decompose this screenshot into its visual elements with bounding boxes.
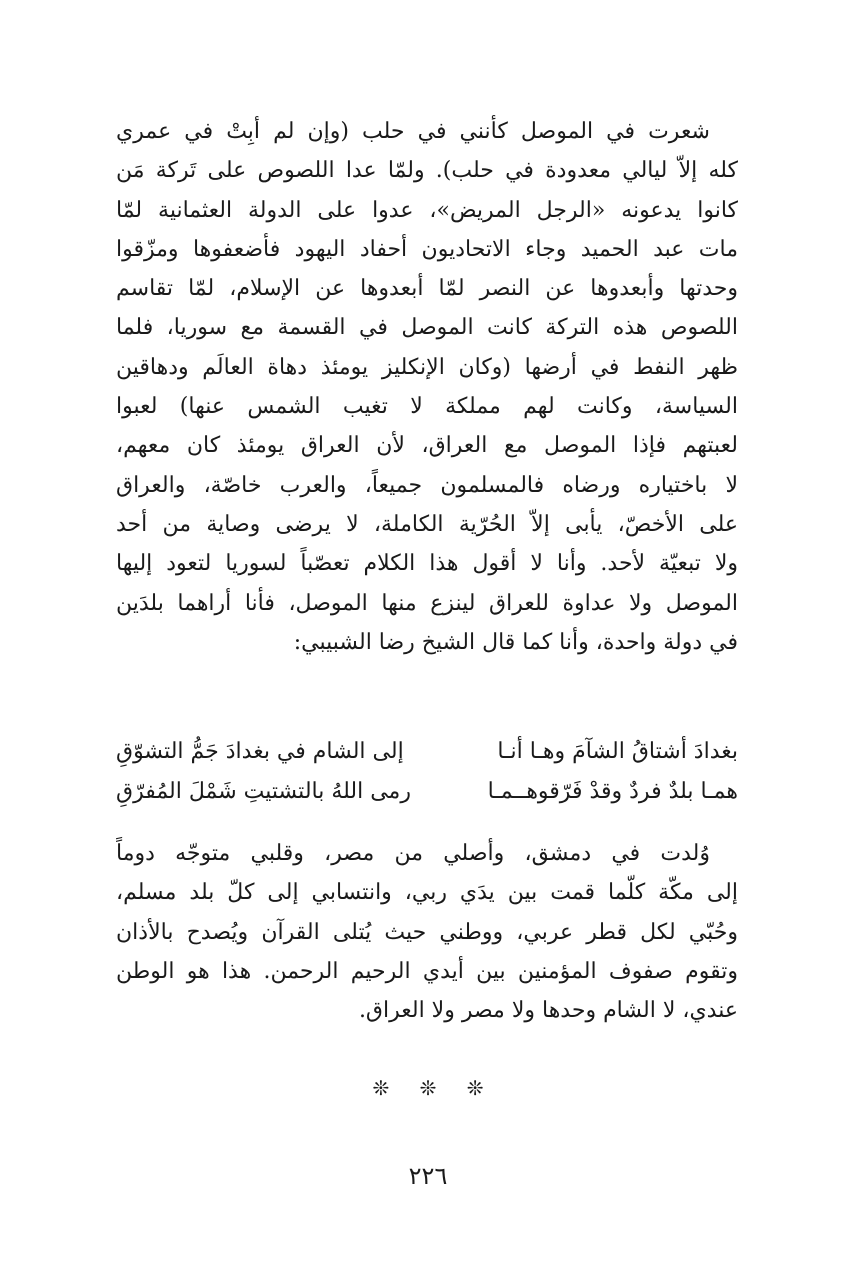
- text-line: في دولة واحدة، وأنا كما قال الشيخ رضا الشبيبي:: [293, 629, 738, 655]
- text-line: وتقوم صفوف المؤمنين بين أيدي الرحيم الرحمن. هذا هو الوطن: [116, 958, 738, 984]
- verse-1-second-hemistich: إلى الشام في بغدادَ جَمُّ التشوّقِ: [116, 739, 404, 764]
- paragraph-homeland: [116, 834, 738, 1030]
- text-line: مات عبد الحميد وجاء الاتحاديون أحفاد اليهود فأضعفوها ومزّقوا: [116, 236, 738, 262]
- text-line: السياسة، وكانت لهم مملكة لا تغيب الشمس عنها) لعبوا: [116, 394, 738, 420]
- verse-2: [116, 772, 738, 812]
- text-line: كانوا يدعونه «الرجل المريض»، عدوا على الدولة العثمانية لمّا: [116, 197, 738, 223]
- text-line: شعرت في الموصل كأنني في حلب (وإن لم أبِتْ في عمري: [116, 119, 710, 144]
- text-line: كله إلاّ ليالي معدودة في حلب). ولمّا عدا اللصوص على تَركة مَن: [116, 158, 738, 184]
- poem-verses: [116, 732, 738, 812]
- verse-1: [116, 732, 738, 772]
- asterism-icon: ❊: [372, 1076, 390, 1100]
- text-line: ظهر النفط في أرضها (وكان الإنكليز يومئذ دهاة العالَم ودهاقين: [116, 354, 738, 380]
- section-separator: [0, 1076, 856, 1100]
- text-line: وُلدت في دمشق، وأصلي من مصر، وقلبي متوجّه دوماً: [116, 841, 710, 866]
- text-line: إلى مكّة كلّما قمت بين يدَي ربي، وانتسابي إلى كلّ بلد مسلم،: [116, 880, 738, 906]
- text-line: عندي، لا الشام وحدها ولا مصر ولا العراق.: [358, 998, 738, 1024]
- text-line: وحدتها وأبعدوها عن النصر لمّا أبعدوها عن الإسلام، لمّا تقاسم: [116, 276, 738, 302]
- asterism-icon: ❊: [466, 1076, 484, 1100]
- text-line: وحُبّي لكل قطر عربي، ووطني حيث يُتلى القرآن ويُصدح بالأذان: [116, 919, 738, 945]
- verse-2-first-hemistich: همـا بلدٌ فردٌ وقدْ فَرّقوهــمـا: [487, 779, 738, 804]
- paragraph-mosul: [116, 112, 738, 662]
- asterism-icon: ❊: [419, 1076, 437, 1100]
- text-line: الموصل ولا عداوة للعراق لينزع منها الموصل، فأنا أراهما بلدَين: [116, 590, 738, 616]
- verse-2-second-hemistich: رمى اللهُ بالتشتيتِ شَمْلَ المُفرّقِ: [116, 779, 411, 804]
- text-line: ولا تبعيّة لأحد. وأنا لا أقول هذا الكلام تعصّباً لسوريا لتعود إليها: [116, 551, 738, 577]
- text-line: لا باختياره ورضاه فالمسلمون جميعاً، والعرب خاصّة، والعراق: [116, 472, 738, 498]
- text-line: على الأخصّ، يأبى إلاّ الحُرّية الكاملة، لا يرضى وصاية من أحد: [116, 511, 738, 537]
- page-number: ٢٢٦: [408, 1162, 448, 1190]
- text-line: اللصوص هذه التركة كانت الموصل في القسمة مع سوريا، فلما: [116, 315, 738, 341]
- text-line: لعبتهم فإذا الموصل مع العراق، لأن العراق يومئذ كان معهم،: [116, 433, 738, 459]
- verse-1-first-hemistich: بغدادَ أشتاقُ الشآمَ وهـا أنـا: [497, 739, 738, 764]
